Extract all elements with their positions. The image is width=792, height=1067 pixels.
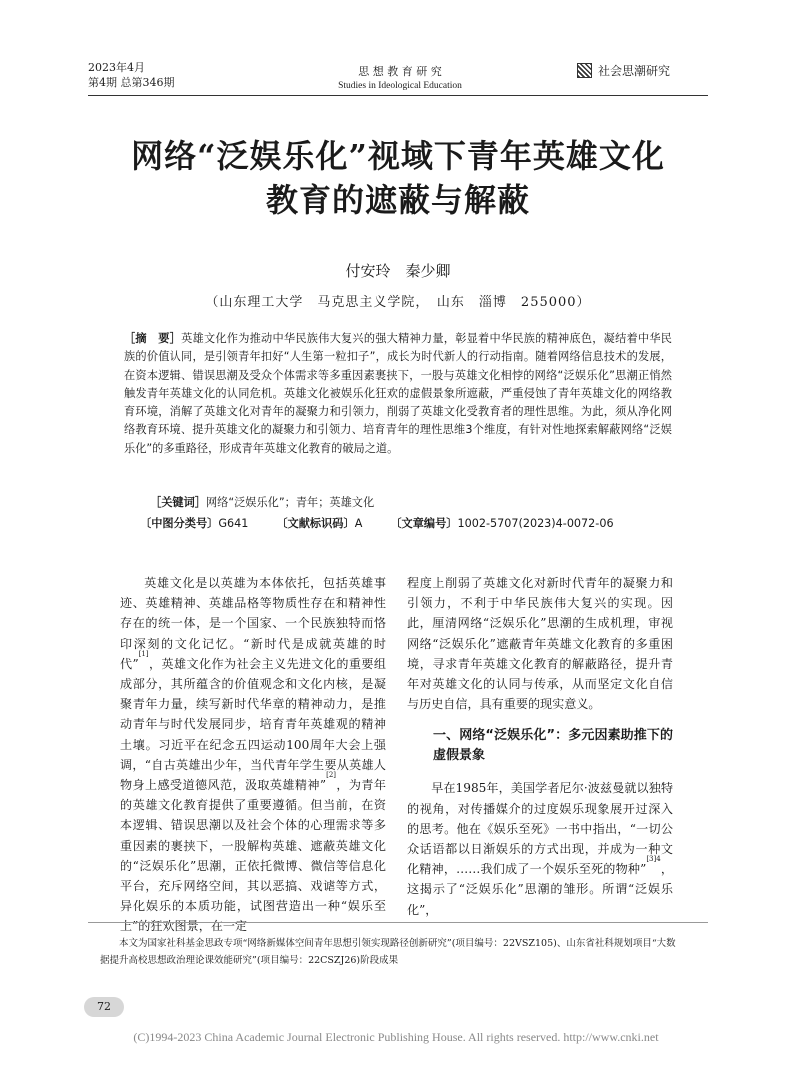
citation-ref: [3]4 [646,855,661,864]
abstract-label: ［摘 要］ [124,332,182,345]
paragraph-intro: 英雄文化是以英雄为本体依托，包括英雄事迹、英雄精神、英雄品格等物质性存在和精神性存在的统一体，是一个国家、一个民族独特而恪印深刻的文化记忆。“新时代是成就英雄的时代”[1]，英雄文化作为社会主义先进文化的重要组成部分，其所蕴含的价值观念和文化内核，是凝聚青年力量，续写新时代华章的精神动力，是推动青年与时代发展同步，培育青年英雄观的精神土壤。习近平在纪念五四运动100周年大会上强调，“自古英雄出少年，当代青年学生要从英雄人物身上感受道德风范，汲取英雄精神”[2]，为青年的英雄文化教育提供了重要遵循。但当前，在资本逻辑、错误思潮以及社会个体的心理需求等多重因素的裹挟下，一股解构英雄、遮蔽英雄文化的“泛娱乐化”思潮，正依托微博、微信等信息化平台，充斥网络空间，其以恶搞、戏谑等方式，异化娱乐的本质功能，试图营造出一种“娱乐至上”的狂欢图景，在一定 [120,576,386,934]
abstract [124,330,672,458]
paragraph-continued: 程度上削弱了英雄文化对新时代青年的凝聚力和引领力，不利于中华民族伟大复兴的实现。因此，厘清网络“泛娱乐化”思潮的生成机理，审视网络“泛娱乐化”遮蔽青年英雄文化教育的多重困境，寻求青年英雄文化教育的解蔽路径，提升青年对英雄文化的认同与传承，从而坚定文化自信与历史自信，具有重要的现实意义。 [407,576,673,712]
copyright-notice: (C)1994-2023 China Academic Journal Electronic Publishing House. All rights reserved. http://www.cnki.net [133,1030,659,1044]
paragraph-section1: 早在1985年，美国学者尼尔·波兹曼就以独特的视角，对传播媒介的过度娱乐现象展开过深入的思考。他在《娱乐至死》一书中指出，“一切公众话语都以日渐娱乐的方式出现，并成为一种文化精神，……我们成了一个娱乐至死的物种”$^{[3]4}$，这揭示了“泛娱乐化”思潮的雏形。所谓“泛娱乐化”， [407,781,673,917]
classification-line [140,515,614,531]
keywords-label: ［关键词］ [150,496,206,509]
doc-code-value: A [354,517,363,530]
page-number: 72 [84,997,124,1017]
article-no-label: 〔文章编号〕 [390,517,458,530]
citation-ref: [1] [138,649,149,658]
header-date: 2023年4月 [88,61,145,74]
header-journal [300,64,500,94]
title-line-2: 教育的遮蔽与解蔽 [265,181,530,219]
clc-value: G641 [218,517,249,530]
column-name: 社会思潮研究 [598,64,671,78]
abstract-text: 英雄文化作为推动中华民族伟大复兴的强大精神力量，彰显着中华民族的精神底色，凝结着中华民族的价值认同，是引领青年扣好“人生第一粒扣子”，成长为时代新人的行动指南。随着网络信息技术的发展，在资本逻辑、错误思潮及受众个体需求等多重因素裹挟下，一股与英雄文化相悖的网络“泛娱乐化”思潮正悄然触发青年英雄文化的认同危机。英雄文化被娱乐化狂欢的虚假景象所遮蔽，严重侵蚀了青年英雄文化的网络教育环境，消解了英雄文化对青年的凝聚力和引领力，削弱了英雄文化受教育者的理性思维。为此，须从净化网络教育环境、提升英雄文化的凝聚力和引领力、培育青年的理性思维3个维度，有针对性地探索解蔽网络“泛娱乐化”的多重路径，形成青年英雄文化教育的破局之道。 [124,332,672,455]
header-column [577,62,670,79]
header-issue-info [88,60,175,90]
footnote: 本文为国家社科基金思政专项“网络新媒体空间青年思想引领实现路径创新研究”(项目编号：22VSZ105)、山东省社科规划项目“大数据提升高校思想政治理论课效能研究”(项目编号：22CSZJ26)阶段成果 [100,938,676,966]
title-line-1: 网络“泛娱乐化”视域下青年英雄文化 [131,137,665,175]
keywords [150,494,374,510]
header-rule [88,95,708,96]
hatched-square-icon [577,63,592,78]
article-title [88,134,708,222]
clc-field [140,515,248,531]
section-heading: 一、网络“泛娱乐化”：多元因素助推下的虚假景象 [433,728,673,764]
body-column-right [407,573,673,920]
article-no-value: 1002-5707(2023)4-0072-06 [457,517,614,530]
header-issue: 第4期 总第346期 [88,76,175,89]
article-no-field [390,515,613,531]
doc-code-label: 〔文献标识码〕 [276,517,355,530]
body-column-left [120,573,386,937]
footnote-rule [88,922,708,923]
journal-name-cn: 思 想 教 育 研 究 [358,65,442,78]
doc-code-field [276,515,362,531]
citation-ref: [2] [326,771,337,780]
keywords-text: 网络“泛娱乐化”；青年；英雄文化 [205,496,375,509]
authors: 付安玲 秦少卿 [345,262,451,280]
journal-name-en: Studies in Ideological Education [338,81,462,91]
clc-label: 〔中图分类号〕 [140,517,219,530]
affiliation: （山东理工大学 马克思主义学院， 山东 淄博 255000） [205,295,591,310]
